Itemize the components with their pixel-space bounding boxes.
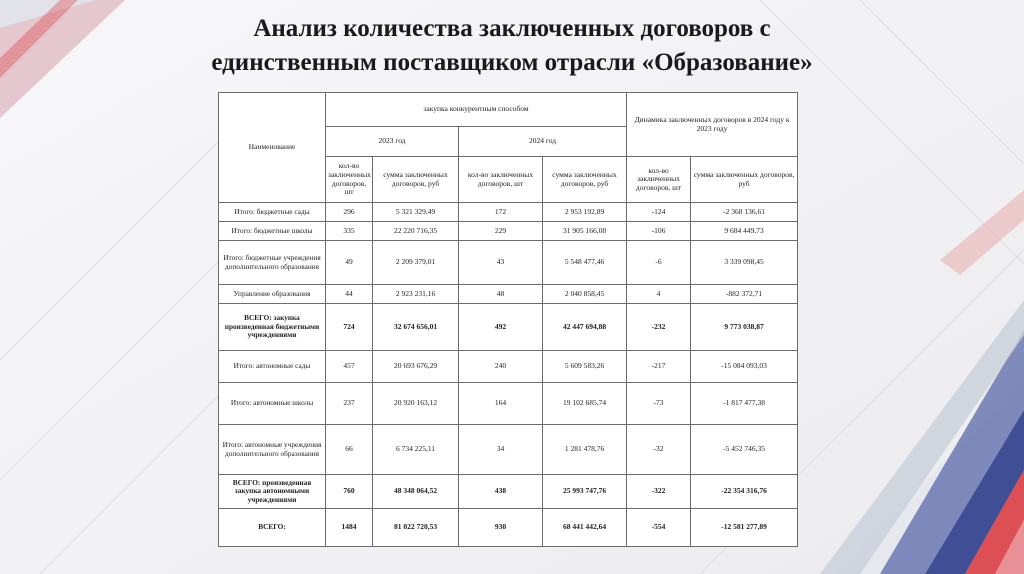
- cell-count-2023: 296: [326, 203, 373, 222]
- header-count-2024: кол-во заключенных договоров, шт: [459, 157, 543, 203]
- cell-count-dynamics: -322: [627, 475, 691, 509]
- cell-sum-2024: 2 953 192,89: [543, 203, 627, 222]
- table-row: [219, 241, 798, 285]
- cell-sum-2023: 20 920 163,12: [373, 383, 459, 425]
- cell-sum-2023: 32 674 656,01: [373, 304, 459, 351]
- cell-count-2024: 164: [459, 383, 543, 425]
- cell-sum-2023: 48 348 064,52: [373, 475, 459, 509]
- row-name: Итого: бюджетные сады: [219, 203, 326, 222]
- cell-count-2023: 457: [326, 351, 373, 383]
- cell-sum-2024: 68 441 442,64: [543, 509, 627, 547]
- slide-title-line-1: Анализ количества заключенных договоров с: [253, 15, 771, 42]
- cell-sum-dynamics: -2 368 136,61: [691, 203, 798, 222]
- header-sum-dynamics: сумма заключенных договоров, руб: [691, 157, 798, 203]
- cell-count-dynamics: -73: [627, 383, 691, 425]
- table-row: [219, 285, 798, 304]
- cell-sum-2023: 6 734 225,11: [373, 425, 459, 475]
- cell-count-2023: 724: [326, 304, 373, 351]
- slide-title-line-2: единственным поставщиком отрасли «Образование»: [211, 49, 813, 76]
- cell-count-2024: 43: [459, 241, 543, 285]
- cell-count-2024: 930: [459, 509, 543, 547]
- cell-sum-dynamics: -1 817 477,38: [691, 383, 798, 425]
- cell-sum-2024: 1 281 478,76: [543, 425, 627, 475]
- table-row: [219, 425, 798, 475]
- cell-count-2024: 34: [459, 425, 543, 475]
- row-name: Управление образования: [219, 285, 326, 304]
- cell-count-dynamics: -32: [627, 425, 691, 475]
- cell-count-2023: 1484: [326, 509, 373, 547]
- table-row: [219, 203, 798, 222]
- cell-count-dynamics: 4: [627, 285, 691, 304]
- cell-sum-dynamics: 9 773 038,87: [691, 304, 798, 351]
- cell-sum-2024: 42 447 694,88: [543, 304, 627, 351]
- contracts-table: [218, 92, 798, 547]
- cell-sum-2023: 20 693 676,29: [373, 351, 459, 383]
- row-name: ВСЕГО:: [219, 509, 326, 547]
- row-name: Итого: автономные сады: [219, 351, 326, 383]
- cell-count-2024: 48: [459, 285, 543, 304]
- cell-count-2023: 335: [326, 222, 373, 241]
- table-row: [219, 383, 798, 425]
- cell-count-2024: 172: [459, 203, 543, 222]
- cell-sum-dynamics: -5 452 746,35: [691, 425, 798, 475]
- header-competitive-procurement: закупка конкурентным способом: [326, 93, 627, 127]
- table-row-total: [219, 475, 798, 509]
- cell-sum-2023: 81 022 720,53: [373, 509, 459, 547]
- row-name: Итого: автономные школы: [219, 383, 326, 425]
- cell-sum-2024: 5 548 477,46: [543, 241, 627, 285]
- cell-count-2024: 240: [459, 351, 543, 383]
- cell-count-2023: 44: [326, 285, 373, 304]
- slide-title: [150, 12, 874, 80]
- cell-sum-2023: 22 220 716,35: [373, 222, 459, 241]
- cell-count-dynamics: -6: [627, 241, 691, 285]
- cell-count-dynamics: -554: [627, 509, 691, 547]
- cell-sum-2024: 31 905 166,08: [543, 222, 627, 241]
- cell-count-2023: 49: [326, 241, 373, 285]
- row-name: ВСЕГО: закупка произведенная бюджетными учреждениями: [219, 304, 326, 351]
- header-sum-2023: сумма заключенных договоров, руб: [373, 157, 459, 203]
- row-name: Итого: бюджетные школы: [219, 222, 326, 241]
- header-count-2023: кол-во заключенных договоров, шт: [326, 157, 373, 203]
- header-count-dynamics: кол-во заключенных договоров, шт: [627, 157, 691, 203]
- cell-sum-2023: 5 321 329,49: [373, 203, 459, 222]
- table-row-grand-total: [219, 509, 798, 547]
- table-row: [219, 222, 798, 241]
- cell-count-2023: 66: [326, 425, 373, 475]
- cell-sum-2024: 2 040 858,45: [543, 285, 627, 304]
- cell-sum-2023: 2 209 379,01: [373, 241, 459, 285]
- cell-count-2023: 760: [326, 475, 373, 509]
- cell-sum-2024: 19 102 685,74: [543, 383, 627, 425]
- contracts-table-container: [218, 92, 797, 547]
- row-name: ВСЕГО: произведенная закупка автономными учреждениями: [219, 475, 326, 509]
- cell-sum-dynamics: 3 339 098,45: [691, 241, 798, 285]
- cell-count-2024: 438: [459, 475, 543, 509]
- row-name: Итого: автономные учреждения дополнительного образования: [219, 425, 326, 475]
- cell-sum-dynamics: -12 581 277,89: [691, 509, 798, 547]
- cell-count-2024: 492: [459, 304, 543, 351]
- cell-sum-2024: 5 609 583,26: [543, 351, 627, 383]
- cell-count-dynamics: -217: [627, 351, 691, 383]
- cell-count-2023: 237: [326, 383, 373, 425]
- cell-sum-2023: 2 923 231,16: [373, 285, 459, 304]
- cell-sum-2024: 25 993 747,76: [543, 475, 627, 509]
- cell-count-dynamics: -106: [627, 222, 691, 241]
- cell-sum-dynamics: -22 354 316,76: [691, 475, 798, 509]
- header-sum-2024: сумма заключенных договоров, руб: [543, 157, 627, 203]
- cell-count-dynamics: -232: [627, 304, 691, 351]
- cell-sum-dynamics: -15 084 093,03: [691, 351, 798, 383]
- table-row: [219, 351, 798, 383]
- row-name: Итого: бюджетные учреждения дополнительного образования: [219, 241, 326, 285]
- cell-sum-dynamics: 9 684 449,73: [691, 222, 798, 241]
- cell-count-2024: 229: [459, 222, 543, 241]
- table-row-total: [219, 304, 798, 351]
- header-year-2023: 2023 год: [326, 127, 459, 157]
- header-name: Наименование: [219, 93, 326, 203]
- cell-count-dynamics: -124: [627, 203, 691, 222]
- header-year-2024: 2024 год: [459, 127, 627, 157]
- header-dynamics: Динамика заключенных договоров в 2024 году к 2023 году: [627, 93, 798, 157]
- cell-sum-dynamics: -882 372,71: [691, 285, 798, 304]
